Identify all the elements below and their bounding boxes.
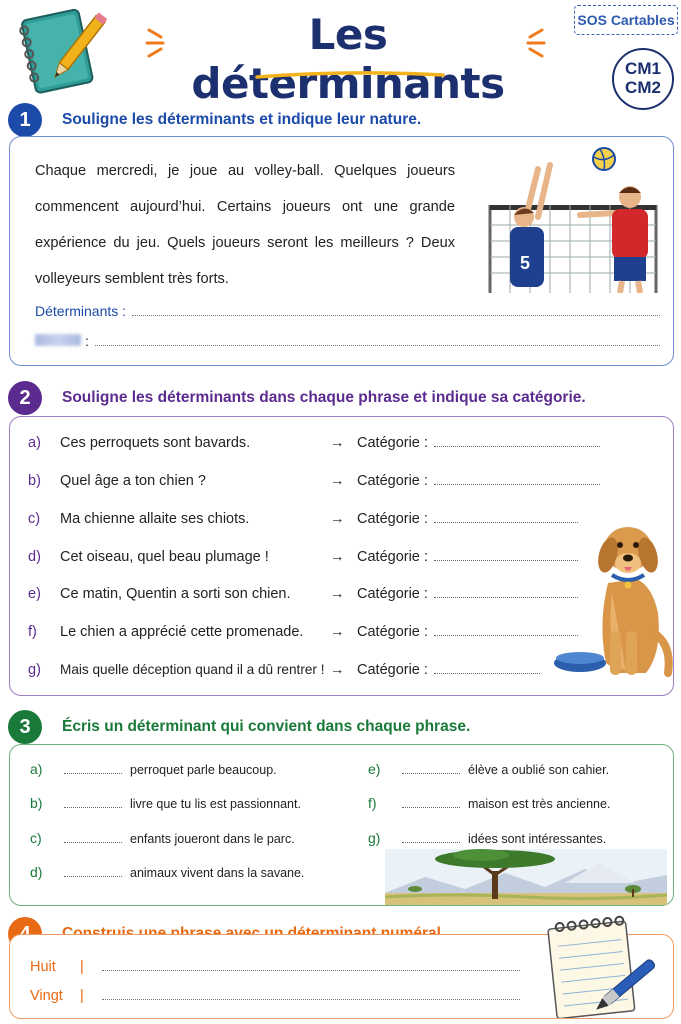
section-1-box [9,136,674,366]
arrow-icon: → [330,511,345,527]
list-item [28,549,578,565]
level-line-1: CM1 [625,59,661,79]
notebook-pencil-icon [8,6,108,94]
blurred-label [35,334,81,346]
category-label: Catégorie : [357,473,428,489]
item-letter: e) [368,761,381,777]
item-letter: b) [30,795,43,811]
item-letter: g) [28,662,41,678]
item-letter: d) [30,864,43,880]
arrow-icon: → [330,473,345,489]
item-sentence: Ces perroquets sont bavards. [60,435,251,451]
arrow-icon: → [330,662,345,678]
item-sentence: Ma chienne allaite ses chiots. [60,511,250,527]
level-badge [612,48,674,110]
fill-blank[interactable] [402,765,460,774]
level-line-2: CM2 [625,78,661,97]
nature-label-colon: : [85,333,89,349]
item-letter: a) [30,761,43,777]
category-label: Catégorie : [357,549,428,565]
row-label: Huit [30,959,56,975]
item-letter: f) [368,795,377,811]
category-answer[interactable] [434,664,540,674]
category-answer[interactable] [434,475,600,485]
sentence-row[interactable] [30,988,520,1004]
section-2-title: Souligne les déterminants dans chaque phrase et indique sa catégorie. [62,389,586,406]
item-sentence: Cet oiseau, quel beau plumage ! [60,549,269,565]
notepad-pen-icon [540,914,662,1018]
category-label: Catégorie : [357,586,428,602]
list-item [30,795,301,811]
answer-dots[interactable] [102,988,520,1000]
list-item [28,662,540,678]
fill-blank[interactable] [402,799,460,808]
fill-blank[interactable] [64,834,122,843]
arrow-icon: → [330,624,345,640]
list-item [28,586,578,602]
section-3-title: Écris un déterminant qui convient dans chaque phrase. [62,718,471,735]
answer-line-determinants[interactable] [35,303,660,319]
row-label: Vingt [30,988,63,1004]
player-number: 5 [520,253,531,273]
list-item [28,624,578,640]
title-underline [255,70,445,80]
list-item [30,761,277,777]
answer-dots[interactable] [102,959,520,971]
list-item [368,795,610,811]
page-title: Les déterminants [191,10,505,108]
arrow-icon: → [330,549,345,565]
section-3-box [9,744,674,906]
exercise-text: Chaque mercredi, je joue au volley-ball. Quelques joueurs commencent aujourd’hui. Certains joueurs ont une grande expérience du jeu. Quels joueurs seront les meilleurs ? Deux volleyeurs semblent très forts. [35,163,455,287]
list-item [28,435,600,451]
item-sentence: animaux vivent dans la savane. [130,866,305,880]
section-1-title: Souligne les déterminants et indique leur nature. [62,111,422,128]
answer-line-nature[interactable] [35,333,660,349]
header [0,0,681,108]
section-2-number: 2 [8,381,42,415]
sparkle-right-icon [518,24,548,60]
volleyball-players-image [480,145,665,293]
category-label: Catégorie : [357,624,428,640]
item-letter: a) [28,435,41,451]
item-sentence: livre que tu lis est passionnant. [130,797,301,811]
item-sentence: Mais quelle déception quand il a dû rentrer ! [60,662,325,677]
list-item [28,511,578,527]
answer-dots[interactable] [132,304,660,316]
arrow-icon: → [330,435,345,451]
item-sentence: idées sont intéressantes. [468,832,607,846]
row-separator: | [80,988,84,1004]
item-letter: c) [30,830,42,846]
category-label: Catégorie : [357,511,428,527]
fill-blank[interactable] [64,799,122,808]
section-2-heading [8,381,586,415]
dog-image [550,513,674,685]
item-sentence: Quel âge a ton chien ? [60,473,206,489]
item-letter: d) [28,549,41,565]
list-item [28,473,600,489]
item-letter: f) [28,624,37,640]
category-label: Catégorie : [357,435,428,451]
fill-blank[interactable] [64,868,122,877]
list-item [30,830,295,846]
brand-badge[interactable]: SOS Cartables [574,5,678,35]
list-item [30,864,304,880]
item-letter: g) [368,830,381,846]
item-sentence: Le chien a apprécié cette promenade. [60,624,304,640]
item-sentence: Ce matin, Quentin a sorti son chien. [60,586,291,602]
list-item [368,761,609,777]
item-sentence: enfants joueront dans le parc. [130,832,295,846]
section-2-box [9,416,674,696]
section-1-number: 1 [8,103,42,137]
item-letter: e) [28,586,41,602]
item-sentence: perroquet parle beaucoup. [130,763,277,777]
item-letter: c) [28,511,41,527]
row-separator: | [80,959,84,975]
determinants-label: Déterminants : [35,303,127,319]
answer-dots[interactable] [95,334,660,346]
section-3-heading [8,710,470,744]
fill-blank[interactable] [402,834,460,843]
fill-blank[interactable] [64,765,122,774]
sentence-row[interactable] [30,959,520,975]
category-answer[interactable] [434,437,600,447]
arrow-icon: → [330,586,345,602]
item-sentence: maison est très ancienne. [468,797,611,811]
item-sentence: élève a oublié son cahier. [468,763,610,777]
category-label: Catégorie : [357,662,428,678]
savanna-tree-image [385,849,667,905]
section-1-heading [8,103,421,137]
section-3-number: 3 [8,710,42,744]
item-letter: b) [28,473,41,489]
list-item [368,830,606,846]
